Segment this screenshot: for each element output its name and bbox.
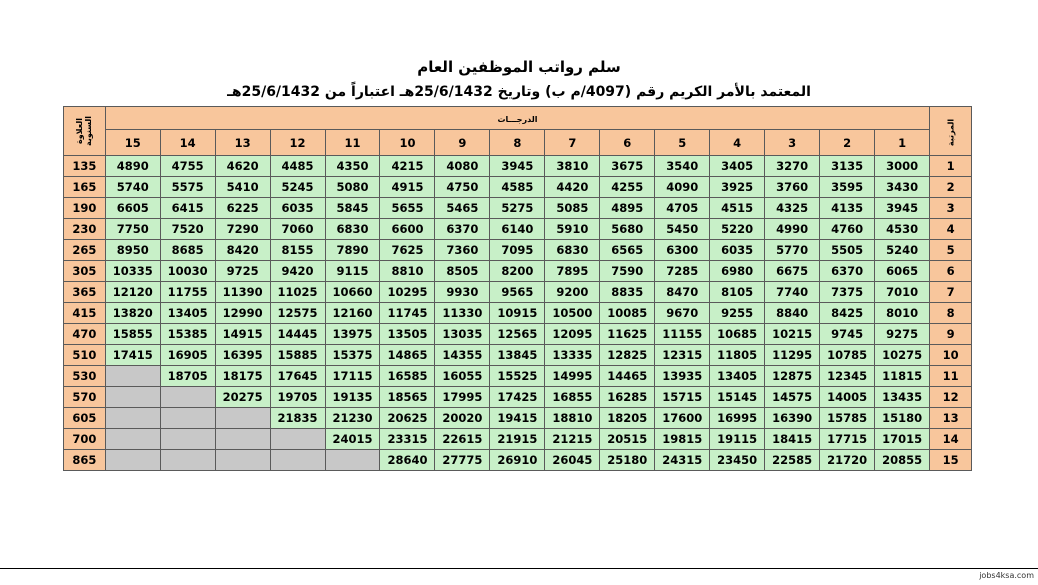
table-row [64,303,972,324]
allowance-cell: 415 [64,303,106,324]
allowance-cell: 135 [64,156,106,177]
salary-cell: 12825 [600,345,655,366]
salary-cell: 5240 [875,240,930,261]
salary-cell: 8950 [105,240,160,261]
rank-cell: 7 [930,282,972,303]
salary-cell: 5080 [325,177,380,198]
salary-cell: 3675 [600,156,655,177]
salary-cell: 8840 [765,303,820,324]
salary-cell: 4485 [270,156,325,177]
salary-cell: 14465 [600,366,655,387]
salary-cell: 3135 [820,156,875,177]
salary-cell: 19115 [710,429,765,450]
salary-cell: 8685 [160,240,215,261]
salary-cell: 21835 [270,408,325,429]
salary-cell: 28640 [380,450,435,471]
salary-cell: 9745 [820,324,875,345]
salary-cell: 13975 [325,324,380,345]
salary-cell: 16055 [435,366,490,387]
salary-cell: 16285 [600,387,655,408]
salary-cell: 7590 [600,261,655,282]
salary-cell: 9420 [270,261,325,282]
table-row [64,282,972,303]
salary-cell: 7285 [655,261,710,282]
salary-cell: 18705 [160,366,215,387]
salary-cell: 4215 [380,156,435,177]
salary-cell: 5220 [710,219,765,240]
table-row [64,408,972,429]
salary-cell: 6605 [105,198,160,219]
salary-cell: 5245 [270,177,325,198]
allowance-header [64,107,106,156]
salary-cell: 18175 [215,366,270,387]
salary-cell: 7375 [820,282,875,303]
salary-cell: 4760 [820,219,875,240]
empty-cell [105,450,160,471]
salary-cell: 4135 [820,198,875,219]
salary-cell: 9565 [490,282,545,303]
grade-number-header: 14 [160,130,215,156]
salary-cell: 16995 [710,408,765,429]
salary-cell: 10275 [875,345,930,366]
salary-cell: 14575 [765,387,820,408]
salary-cell: 3000 [875,156,930,177]
salary-cell: 9725 [215,261,270,282]
salary-cell: 8105 [710,282,765,303]
salary-cell: 26910 [490,450,545,471]
salary-cell: 3925 [710,177,765,198]
salary-cell: 5275 [490,198,545,219]
rank-cell: 8 [930,303,972,324]
salary-cell: 3810 [545,156,600,177]
salary-cell: 13335 [545,345,600,366]
grade-number-header: 7 [545,130,600,156]
salary-cell: 24315 [655,450,710,471]
allowance-cell: 530 [64,366,106,387]
salary-cell: 12120 [105,282,160,303]
salary-cell: 6225 [215,198,270,219]
empty-cell [215,429,270,450]
salary-cell: 23450 [710,450,765,471]
salary-cell: 20275 [215,387,270,408]
salary-cell: 11745 [380,303,435,324]
salary-cell: 22585 [765,450,820,471]
salary-cell: 12315 [655,345,710,366]
page-title: سلم رواتب الموظفين العام [417,58,621,76]
salary-cell: 16905 [160,345,215,366]
empty-cell [160,408,215,429]
rank-cell: 11 [930,366,972,387]
salary-cell: 14995 [545,366,600,387]
salary-cell: 15375 [325,345,380,366]
table-row [64,387,972,408]
allowance-cell: 865 [64,450,106,471]
salary-cell: 17715 [820,429,875,450]
salary-cell: 5910 [545,219,600,240]
salary-cell: 27775 [435,450,490,471]
rank-cell: 3 [930,198,972,219]
salary-cell: 3945 [490,156,545,177]
salary-cell: 4325 [765,198,820,219]
salary-cell: 11625 [600,324,655,345]
salary-cell: 4515 [710,198,765,219]
allowance-cell: 510 [64,345,106,366]
salary-cell: 4620 [215,156,270,177]
salary-cell: 9930 [435,282,490,303]
salary-cell: 6140 [490,219,545,240]
salary-cell: 15885 [270,345,325,366]
grade-number-header: 1 [875,130,930,156]
salary-cell: 8420 [215,240,270,261]
salary-cell: 11155 [655,324,710,345]
salary-cell: 17425 [490,387,545,408]
allowance-cell: 165 [64,177,106,198]
salary-cell: 10685 [710,324,765,345]
salary-cell: 7360 [435,240,490,261]
salary-cell: 10030 [160,261,215,282]
allowance-cell: 470 [64,324,106,345]
empty-cell [105,366,160,387]
salary-cell: 20020 [435,408,490,429]
salary-cell: 7010 [875,282,930,303]
salary-cell: 25180 [600,450,655,471]
salary-cell: 10915 [490,303,545,324]
salary-cell: 8155 [270,240,325,261]
salary-cell: 10660 [325,282,380,303]
salary-cell: 4530 [875,219,930,240]
salary-cell: 3760 [765,177,820,198]
salary-cell: 6415 [160,198,215,219]
page-subtitle: المعتمد بالأمر الكريم رقم (4097/م ب) وتاريخ 25/6/1432هـ اعتباراً من 25/6/1432هـ [227,84,811,100]
salary-cell: 11295 [765,345,820,366]
salary-cell: 15180 [875,408,930,429]
salary-cell: 7890 [325,240,380,261]
table-row [64,429,972,450]
salary-cell: 3945 [875,198,930,219]
salary-cell: 6830 [545,240,600,261]
salary-cell: 13405 [160,303,215,324]
salary-cell: 5770 [765,240,820,261]
salary-cell: 10785 [820,345,875,366]
salary-cell: 13845 [490,345,545,366]
salary-cell: 12565 [490,324,545,345]
allowance-cell: 570 [64,387,106,408]
salary-cell: 19135 [325,387,380,408]
salary-cell: 21230 [325,408,380,429]
salary-cell: 10500 [545,303,600,324]
salary-cell: 7060 [270,219,325,240]
salary-cell: 15385 [160,324,215,345]
salary-cell: 5505 [820,240,875,261]
salary-cell: 13935 [655,366,710,387]
salary-cell: 3540 [655,156,710,177]
salary-cell: 14005 [820,387,875,408]
salary-cell: 6300 [655,240,710,261]
salary-cell: 3430 [875,177,930,198]
salary-cell: 11755 [160,282,215,303]
salary-cell: 6675 [765,261,820,282]
grade-number-header: 4 [710,130,765,156]
salary-cell: 4915 [380,177,435,198]
salary-cell: 11330 [435,303,490,324]
salary-cell: 21915 [490,429,545,450]
rank-cell: 5 [930,240,972,261]
allowance-cell: 190 [64,198,106,219]
salary-cell: 6035 [270,198,325,219]
rank-cell: 1 [930,156,972,177]
grades-header-label: الدرجـــات [497,115,538,124]
empty-cell [105,429,160,450]
salary-cell: 17995 [435,387,490,408]
salary-cell: 6035 [710,240,765,261]
rank-cell: 10 [930,345,972,366]
allowance-cell: 605 [64,408,106,429]
allowance-cell: 305 [64,261,106,282]
salary-cell: 11390 [215,282,270,303]
salary-cell: 15785 [820,408,875,429]
salary-cell: 4255 [600,177,655,198]
salary-cell: 15855 [105,324,160,345]
salary-cell: 8810 [380,261,435,282]
salary-cell: 18565 [380,387,435,408]
salary-cell: 18415 [765,429,820,450]
rank-cell: 9 [930,324,972,345]
rank-cell: 4 [930,219,972,240]
salary-cell: 4585 [490,177,545,198]
salary-cell: 13405 [710,366,765,387]
salary-cell: 9200 [545,282,600,303]
salary-cell: 4750 [435,177,490,198]
salary-cell: 10335 [105,261,160,282]
empty-cell [270,450,325,471]
salary-cell: 12875 [765,366,820,387]
grade-number-header: 13 [215,130,270,156]
salary-cell: 15715 [655,387,710,408]
salary-cell: 7095 [490,240,545,261]
salary-cell: 6565 [600,240,655,261]
rank-cell: 6 [930,261,972,282]
salary-cell: 5740 [105,177,160,198]
salary-cell: 7625 [380,240,435,261]
salary-cell: 17645 [270,366,325,387]
salary-cell: 22615 [435,429,490,450]
empty-cell [105,408,160,429]
table-row [64,156,972,177]
empty-cell [215,450,270,471]
rank-cell: 2 [930,177,972,198]
salary-cell: 19815 [655,429,710,450]
rank-cell: 14 [930,429,972,450]
salary-cell: 4990 [765,219,820,240]
rank-cell: 13 [930,408,972,429]
salary-cell: 14915 [215,324,270,345]
salary-cell: 18810 [545,408,600,429]
salary-cell: 13820 [105,303,160,324]
empty-cell [270,429,325,450]
footer-bar [0,568,1038,585]
salary-cell: 5845 [325,198,380,219]
allowance-cell: 265 [64,240,106,261]
salary-cell: 16585 [380,366,435,387]
salary-cell: 8010 [875,303,930,324]
salary-cell: 13435 [875,387,930,408]
salary-cell: 10085 [600,303,655,324]
salary-cell: 12990 [215,303,270,324]
salary-cell: 26045 [545,450,600,471]
grade-number-header: 3 [765,130,820,156]
rank-header [930,107,972,156]
empty-cell [325,450,380,471]
salary-cell: 14865 [380,345,435,366]
allowance-header-label: العلاوة السنوية [75,115,94,146]
salary-cell: 14445 [270,324,325,345]
grade-number-header: 6 [600,130,655,156]
salary-cell: 24015 [325,429,380,450]
grade-number-header: 11 [325,130,380,156]
salary-cell: 13505 [380,324,435,345]
salary-cell: 8470 [655,282,710,303]
salary-cell: 12160 [325,303,380,324]
empty-cell [160,429,215,450]
salary-cell: 5410 [215,177,270,198]
table-row [64,345,972,366]
salary-cell: 4090 [655,177,710,198]
salary-cell: 11815 [875,366,930,387]
salary-cell: 4420 [545,177,600,198]
empty-cell [160,387,215,408]
salary-cell: 15145 [710,387,765,408]
salary-cell: 4705 [655,198,710,219]
salary-cell: 3405 [710,156,765,177]
salary-cell: 15525 [490,366,545,387]
salary-cell: 5655 [380,198,435,219]
table-row [64,261,972,282]
grade-number-header: 5 [655,130,710,156]
salary-cell: 13035 [435,324,490,345]
salary-cell: 9275 [875,324,930,345]
salary-cell: 5575 [160,177,215,198]
rank-cell: 15 [930,450,972,471]
salary-cell: 16855 [545,387,600,408]
salary-cell: 9115 [325,261,380,282]
salary-cell: 12575 [270,303,325,324]
salary-cell: 16390 [765,408,820,429]
salary-cell: 10215 [765,324,820,345]
salary-cell: 10295 [380,282,435,303]
salary-cell: 6065 [875,261,930,282]
salary-cell: 23315 [380,429,435,450]
salary-cell: 11805 [710,345,765,366]
table-row [64,240,972,261]
grades-header [105,107,930,130]
table-row [64,198,972,219]
salary-cell: 5450 [655,219,710,240]
salary-table [63,106,972,471]
salary-cell: 19415 [490,408,545,429]
salary-cell: 6980 [710,261,765,282]
salary-cell: 19705 [270,387,325,408]
salary-cell: 5680 [600,219,655,240]
salary-cell: 6600 [380,219,435,240]
salary-cell: 20855 [875,450,930,471]
salary-cell: 8835 [600,282,655,303]
salary-cell: 7520 [160,219,215,240]
salary-cell: 20625 [380,408,435,429]
salary-cell: 3595 [820,177,875,198]
rank-header-label: المرتبة [946,118,956,147]
salary-cell: 4755 [160,156,215,177]
table-body [64,156,972,471]
salary-cell: 5085 [545,198,600,219]
salary-cell: 17600 [655,408,710,429]
salary-cell: 12095 [545,324,600,345]
salary-cell: 8200 [490,261,545,282]
salary-cell: 21720 [820,450,875,471]
salary-cell: 9670 [655,303,710,324]
salary-cell: 3270 [765,156,820,177]
table-row [64,324,972,345]
salary-cell: 8425 [820,303,875,324]
empty-cell [215,408,270,429]
salary-cell: 12345 [820,366,875,387]
table-row [64,450,972,471]
salary-cell: 18205 [600,408,655,429]
table-row [64,219,972,240]
grade-number-header: 8 [490,130,545,156]
grade-number-header: 2 [820,130,875,156]
grade-numbers-row [64,130,972,156]
salary-cell: 5465 [435,198,490,219]
salary-cell: 4890 [105,156,160,177]
empty-cell [160,450,215,471]
salary-cell: 11025 [270,282,325,303]
salary-cell: 4350 [325,156,380,177]
salary-cell: 6370 [435,219,490,240]
salary-cell: 16395 [215,345,270,366]
salary-cell: 7740 [765,282,820,303]
salary-cell: 14355 [435,345,490,366]
empty-cell [105,387,160,408]
salary-cell: 4080 [435,156,490,177]
salary-cell: 6830 [325,219,380,240]
allowance-cell: 230 [64,219,106,240]
salary-cell: 17015 [875,429,930,450]
header-row-top [64,107,972,130]
salary-cell: 7895 [545,261,600,282]
salary-cell: 21215 [545,429,600,450]
salary-cell: 8505 [435,261,490,282]
salary-cell: 20515 [600,429,655,450]
salary-cell: 4895 [600,198,655,219]
salary-cell: 17415 [105,345,160,366]
grade-number-header: 10 [380,130,435,156]
salary-cell: 7290 [215,219,270,240]
table-row [64,366,972,387]
footer-site-label: jobs4ksa.com [979,571,1034,580]
table-row [64,177,972,198]
salary-cell: 9255 [710,303,765,324]
allowance-cell: 365 [64,282,106,303]
grade-number-header: 15 [105,130,160,156]
grade-number-header: 12 [270,130,325,156]
rank-cell: 12 [930,387,972,408]
salary-cell: 7750 [105,219,160,240]
grade-number-header: 9 [435,130,490,156]
salary-cell: 17115 [325,366,380,387]
allowance-cell: 700 [64,429,106,450]
salary-cell: 6370 [820,261,875,282]
